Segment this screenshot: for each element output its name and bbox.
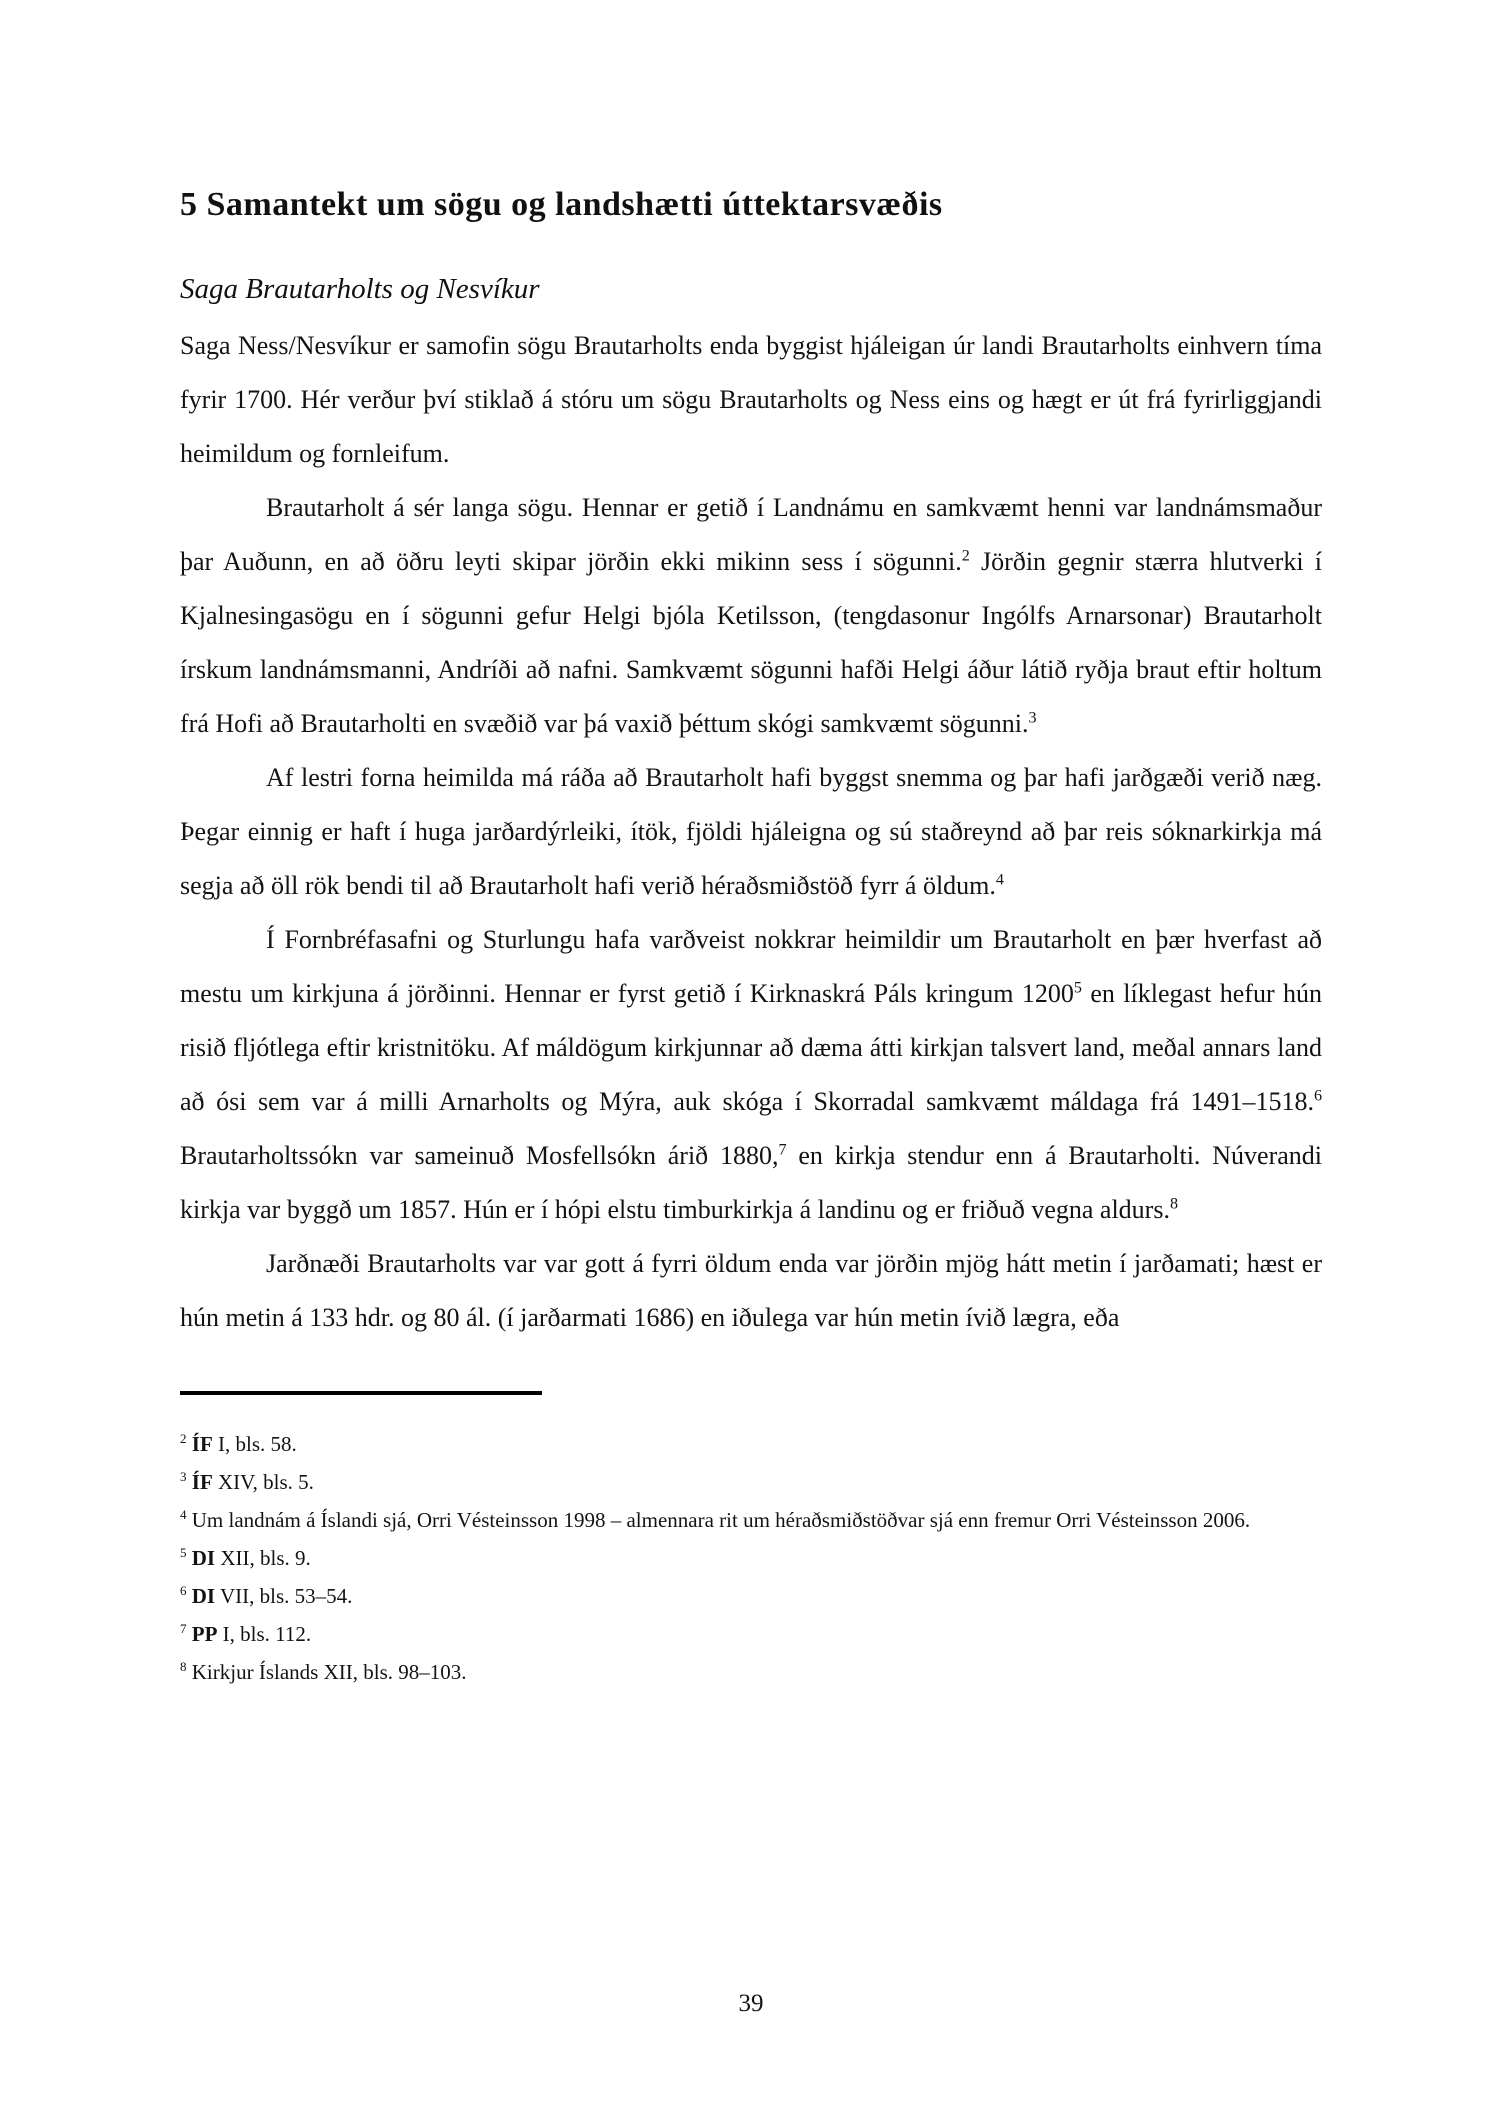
footnote-marker: 6 — [180, 1583, 187, 1598]
text-run: I, bls. 112. — [217, 1622, 312, 1646]
text-run: Saga Ness/Nesvíkur er samofin sögu Brautarholts enda byggist hjáleigan úr landi Brautarholts einhvern tíma fyrir 1700. Hér verður því stiklað á stóru um sögu Brautarholts og Ness eins og hægt er út frá fyrirliggjandi heimildum og fornleifum. — [180, 331, 1322, 468]
source-abbreviation: ÍF — [191, 1470, 213, 1494]
footnote — [180, 1577, 1322, 1615]
footnote-reference: 3 — [1028, 709, 1037, 727]
text-run: VII, bls. 53–54. — [215, 1584, 353, 1608]
footnote-reference: 6 — [1313, 1087, 1322, 1105]
paragraph — [180, 913, 1322, 1237]
footnote — [180, 1463, 1322, 1501]
body-text — [180, 319, 1322, 1345]
footnote — [180, 1615, 1322, 1653]
paragraph — [180, 1237, 1322, 1345]
footnote — [180, 1539, 1322, 1577]
footnote-reference: 4 — [995, 871, 1004, 889]
source-abbreviation: DI — [191, 1546, 216, 1570]
section-heading: 5 Samantekt um sögu og landshætti úttektarsvæðis — [180, 186, 943, 223]
text-run: Jörðin gegnir stærra hlutverki í Kjalnesingasögu en í sögunni gefur Helgi bjóla Ketilsson, (tengdasonur Ingólfs Arnarsonar) Brautarholt írskum landnámsmanni, Andríði að nafni. Samkvæmt sögunni hafði Helgi áður látið ryðja braut eftir holtum frá Hofi að Brautarholti en svæðið var þá vaxið þéttum skógi samkvæmt sögunni. — [180, 547, 1322, 738]
footnote-marker: 2 — [180, 1431, 187, 1446]
text-run: I, bls. 58. — [212, 1432, 297, 1456]
footnote-reference: 8 — [1169, 1195, 1179, 1213]
text-run: XIV, bls. 5. — [212, 1470, 314, 1494]
paragraph — [180, 481, 1322, 751]
subsection-heading: Saga Brautarholts og Nesvíkur — [180, 273, 540, 305]
footnote-marker: 4 — [180, 1507, 187, 1522]
footnote — [180, 1653, 1322, 1691]
paragraph — [180, 751, 1322, 913]
footnote-marker: 3 — [180, 1469, 187, 1484]
footnote-separator — [180, 1391, 542, 1395]
text-run: Brautarholtssókn var sameinuð Mosfellsókn árið 1880, — [180, 1141, 779, 1170]
text-run: XII, bls. 9. — [215, 1546, 311, 1570]
text-run: Í Fornbréfasafni og Sturlungu hafa varðveist nokkrar heimildir um Brautarholt en þær hverfast að mestu um kirkjuna á jörðinni. Hennar er fyrst getið í Kirknaskrá Páls kringum 1200 — [180, 925, 1322, 1008]
text-run: Brautarholt á sér langa sögu. Hennar er getið í Landnámu en samkvæmt henni var landnámsmaður þar Auðunn, en að öðru leyti skipar jörðin ekki mikinn sess í sögunni. — [180, 493, 1322, 576]
text-run: Jarðnæði Brautarholts var var gott á fyrri öldum enda var jörðin mjög hátt metin í jarðamati; hæst er hún metin á 133 hdr. og 80 ál. (í jarðarmati 1686) en iðulega var hún metin ívið lægra, eða — [180, 1249, 1322, 1332]
text-run: Um landnám á Íslandi sjá, Orri Vésteinsson 1998 – almennara rit um héraðsmiðstöðvar sjá enn fremur Orri Vésteinsson 2006. — [191, 1508, 1251, 1532]
footnote-reference: 2 — [961, 547, 970, 565]
footnotes-section — [180, 1425, 1322, 1691]
page-number: 39 — [738, 1990, 764, 2017]
text-run: Kirkjur Íslands XII, bls. 98–103. — [191, 1660, 467, 1684]
source-abbreviation: ÍF — [191, 1432, 213, 1456]
text-column — [180, 0, 1322, 1691]
footnote-reference: 7 — [778, 1141, 787, 1159]
footnote-marker: 8 — [180, 1659, 187, 1674]
footnote-reference: 5 — [1073, 979, 1082, 997]
text-run: Af lestri forna heimilda má ráða að Brautarholt hafi byggst snemma og þar hafi jarðgæði verið næg. Þegar einnig er haft í huga jarðardýrleiki, ítök, fjöldi hjáleigna og sú staðreynd að þar reis sóknarkirkja má segja að öll rök bendi til að Brautarholt hafi verið héraðsmiðstöð fyrr á öldum. — [180, 763, 1322, 900]
footnote — [180, 1501, 1322, 1539]
source-abbreviation: DI — [191, 1584, 216, 1608]
source-abbreviation: PP — [191, 1622, 218, 1646]
footnote-marker: 5 — [180, 1545, 187, 1560]
text-run: en líklegast hefur hún risið fljótlega eftir kristnitöku. Af máldögum kirkjunnar að dæma átti kirkjan talsvert land, meðal annars land að ósi sem var á milli Arnarholts og Mýra, auk skóga í Skorradal samkvæmt máldaga frá 1491–1518. — [180, 979, 1322, 1116]
text-run: en kirkja stendur enn á Brautarholti. Núverandi kirkja var byggð um 1857. Hún er í hópi elstu timburkirkja á landinu og er friðuð vegna aldurs. — [180, 1141, 1322, 1224]
footnote — [180, 1425, 1322, 1463]
paragraph — [180, 319, 1322, 481]
footnote-marker: 7 — [180, 1621, 187, 1636]
